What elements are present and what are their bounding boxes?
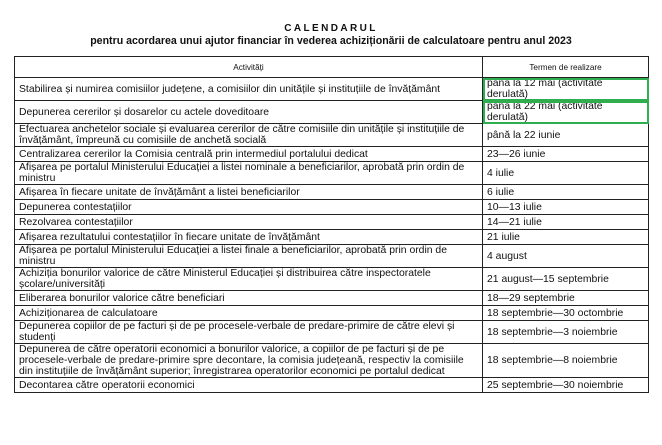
table-row — [15, 268, 649, 291]
activity-cell: Centralizarea cererilor la Comisia centrală prin intermediul portalului dedicat — [15, 147, 483, 162]
table-row — [15, 321, 649, 344]
deadline-cell: 10—13 iulie — [483, 200, 649, 215]
deadline-cell: până la 22 iunie — [483, 124, 649, 147]
activity-cell: Decontarea către operatorii economici — [15, 378, 483, 393]
deadline-cell: 21 august—15 septembrie — [483, 268, 649, 291]
table-row — [15, 344, 649, 378]
table-row — [15, 162, 649, 185]
table-row — [15, 245, 649, 268]
activity-cell: Rezolvarea contestațiilor — [15, 215, 483, 230]
table-row — [15, 215, 649, 230]
document-subtitle: pentru acordarea unui ajutor financiar în vederea achiziționării de calculatoare pentru anul 2023 — [90, 35, 572, 47]
deadline-cell: 4 iulie — [483, 162, 649, 185]
header-activity: Activități — [15, 57, 483, 78]
table-row — [15, 378, 649, 393]
activity-cell: Afișarea rezultatului contestațiilor în fiecare unitate de învățământ — [15, 230, 483, 245]
activity-cell: Stabilirea și numirea comisiilor județene, a comisiilor din unitățile și instituțiile de învățământ — [15, 78, 483, 101]
table-header-row — [15, 57, 649, 78]
activity-cell: Achiziționarea de calculatoare — [15, 306, 483, 321]
deadline-cell: 14—21 iulie — [483, 215, 649, 230]
deadline-cell: 21 iulie — [483, 230, 649, 245]
calendar-table — [14, 56, 649, 393]
deadline-cell: 25 septembrie—30 noiembrie — [483, 378, 649, 393]
deadline-cell: până la 12 mai (activitate derulată) — [483, 78, 649, 101]
table-row — [15, 291, 649, 306]
table-row — [15, 124, 649, 147]
table-row — [15, 230, 649, 245]
table-row — [15, 185, 649, 200]
activity-cell: Afișarea în fiecare unitate de învățământ a listei beneficiarilor — [15, 185, 483, 200]
activity-cell: Achiziția bonurilor valorice de către Ministerul Educației și distribuirea către inspectoratele școlare/universități — [15, 268, 483, 291]
deadline-cell: 18 septembrie—8 noiembrie — [483, 344, 649, 378]
activity-cell: Efectuarea anchetelor sociale și evaluarea cererilor de către comisiile din unitățile și instituțiile de învățământ, împreună cu comisiile de anchetă socială — [15, 124, 483, 147]
table-row — [15, 147, 649, 162]
activity-cell: Afișarea pe portalul Ministerului Educației a listei finale a beneficiarilor, aprobată prin ordin de ministru — [15, 245, 483, 268]
deadline-cell: 18 septembrie—30 octombrie — [483, 306, 649, 321]
activity-cell: Eliberarea bonurilor valorice către beneficiari — [15, 291, 483, 306]
document-title: CALENDARUL — [284, 23, 378, 34]
deadline-cell: 4 august — [483, 245, 649, 268]
table-row — [15, 78, 649, 101]
deadline-cell: până la 22 mai (activitate derulată) — [483, 101, 649, 124]
activity-cell: Depunerea de către operatorii economici a bonurilor valorice, a copiilor de pe facturi și de pe procesele-verbale de predare-primire spre decontare, la comisia județeană, respectiv la comisiile din instituțiile de învățământ superior; înregistrarea operatorilor economici pe portalul dedicat — [15, 344, 483, 378]
activity-cell: Depunerea copiilor de pe facturi și de pe procesele-verbale de predare-primire de către elevi și studenți — [15, 321, 483, 344]
activity-cell: Afișarea pe portalul Ministerului Educației a listei nominale a beneficiarilor, aprobată prin ordin de ministru — [15, 162, 483, 185]
activity-cell: Depunerea cererilor și dosarelor cu actele doveditoare — [15, 101, 483, 124]
activity-cell: Depunerea contestațiilor — [15, 200, 483, 215]
deadline-cell: 18—29 septembrie — [483, 291, 649, 306]
table-row — [15, 101, 649, 124]
table-row — [15, 200, 649, 215]
header-deadline: Termen de realizare — [483, 57, 649, 78]
table-row — [15, 306, 649, 321]
deadline-cell: 23—26 iunie — [483, 147, 649, 162]
deadline-cell: 6 iulie — [483, 185, 649, 200]
deadline-cell: 18 septembrie—3 noiembrie — [483, 321, 649, 344]
